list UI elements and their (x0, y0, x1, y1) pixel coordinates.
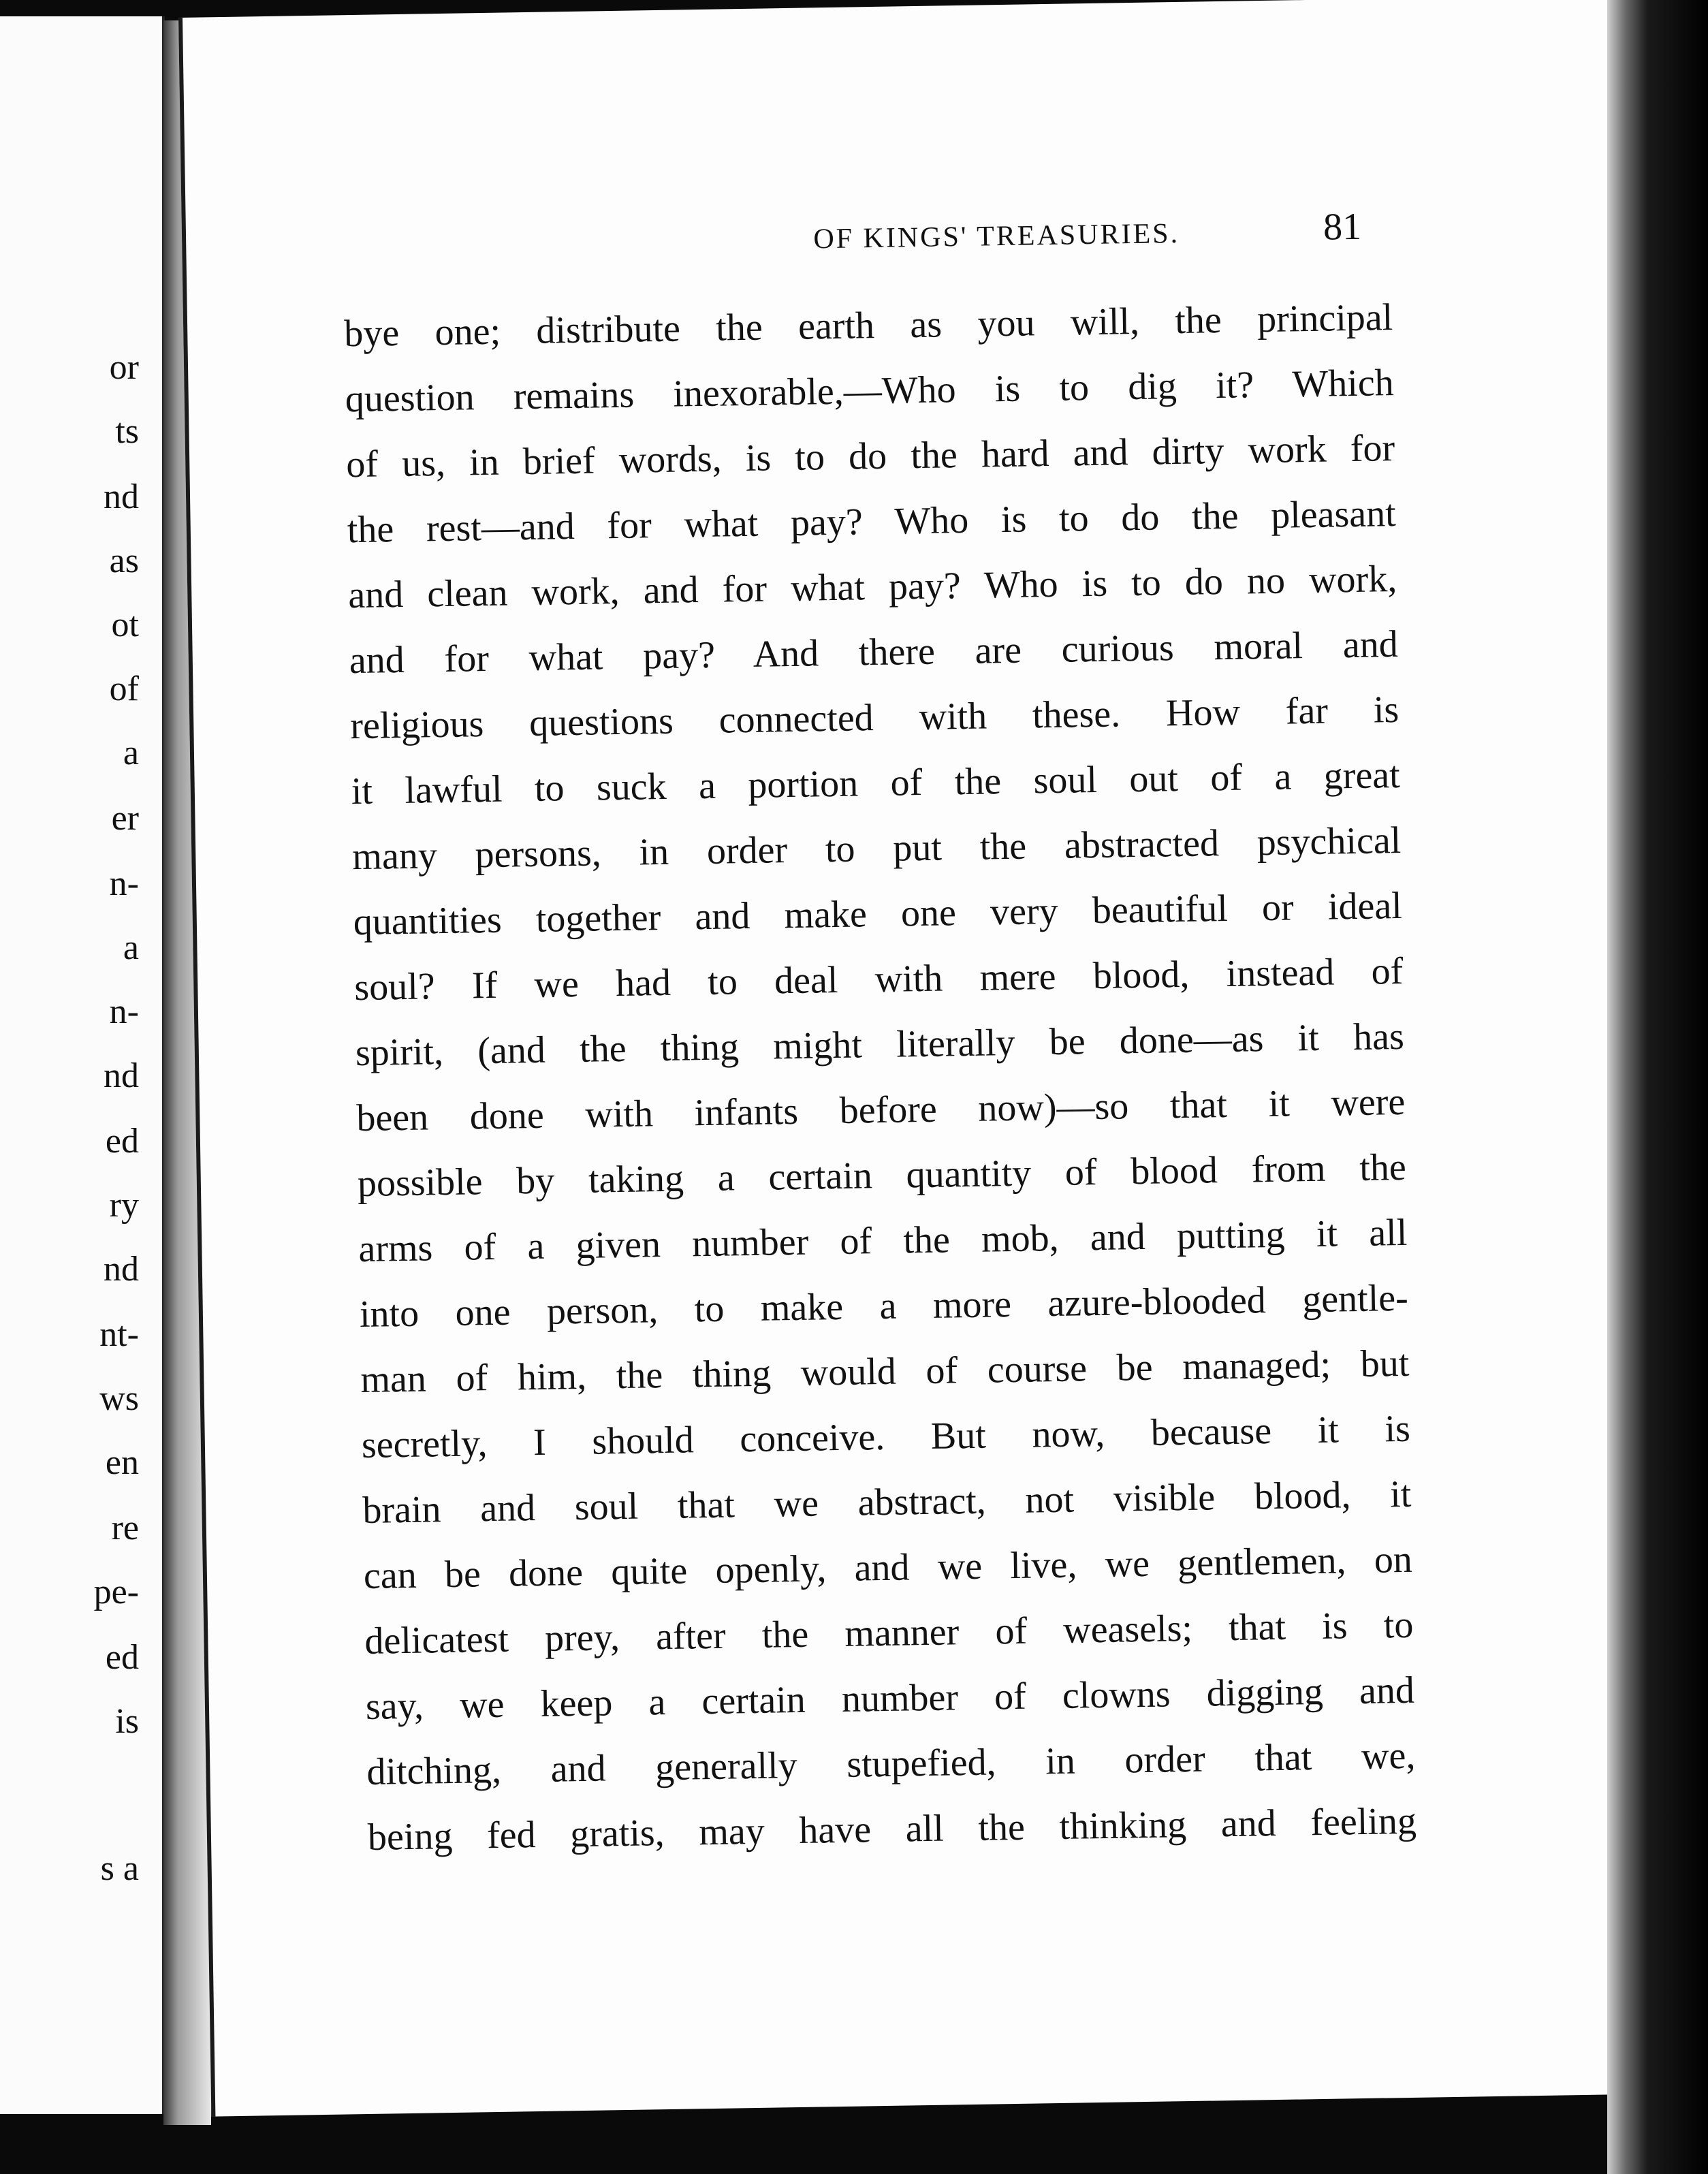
facing-page-fragment: nd (104, 1250, 139, 1289)
facing-page-fragment: as (109, 541, 139, 580)
text-line: quantities together and make one very beautiful or ideal (353, 884, 1403, 944)
text-line: it lawful to suck a portion of the soul out of a great (351, 753, 1401, 813)
facing-page-fragment: of (109, 669, 139, 708)
text-line: soul? If we had to deal with mere blood, instead of (353, 949, 1404, 1009)
facing-page-fragment: re (111, 1509, 139, 1547)
facing-page (0, 16, 165, 2114)
facing-page-fragment: en (105, 1443, 139, 1482)
facing-page-fragment: ry (109, 1186, 139, 1225)
facing-page-fragment: is (115, 1702, 139, 1741)
facing-page-fragment: ed (105, 1638, 139, 1677)
facing-page-fragment: n- (109, 992, 139, 1031)
text-line: brain and soul that we abstract, not visible blood, it (362, 1472, 1412, 1532)
text-line: can be done quite openly, and we live, we gentlemen, on (363, 1538, 1413, 1598)
text-line: delicatest prey, after the manner of weasels; that is to (364, 1603, 1414, 1663)
text-line: secretly, I should conceive. But now, because it is (361, 1407, 1411, 1467)
facing-page-fragment: a (123, 734, 139, 772)
facing-page-fragment: ed (105, 1122, 139, 1161)
facing-page-fragment: or (109, 348, 139, 387)
text-line: question remains inexorable,—Who is to dig it? Which (345, 362, 1395, 421)
text-line: bye one; distribute the earth as you will, the principal (343, 296, 1393, 356)
facing-page-fragment: n- (109, 864, 139, 903)
facing-page-fragment: nd (104, 1056, 139, 1095)
facing-page-fragment: s a (100, 1849, 139, 1888)
text-line: the rest—and for what pay? Who is to do the pleasant (347, 492, 1397, 552)
text-line: and for what pay? And there are curious moral and (349, 623, 1399, 682)
facing-page-fragment: pe- (93, 1573, 139, 1611)
facing-page-fragment: ts (115, 412, 139, 451)
facing-page-fragment: ot (111, 605, 139, 644)
text-line: say, we keep a certain number of clowns digging and (365, 1669, 1415, 1728)
facing-page-fragment: ws (99, 1379, 139, 1418)
facing-page-fragment: a (123, 928, 139, 967)
facing-page-fragment: er (111, 799, 139, 838)
book-page (178, 0, 1644, 2117)
text-line: been done with infants before now)—so that it were (355, 1080, 1406, 1140)
page-number: 81 (1323, 205, 1362, 249)
text-line: arms of a given number of the mob, and putting it all (358, 1211, 1408, 1271)
page-body-text (344, 285, 1417, 1870)
facing-page-fragment: nd (104, 477, 139, 516)
text-line: spirit, (and the thing might literally be done—as it has (355, 1015, 1405, 1075)
text-line: of us, in brief words, is to do the hard and dirty work for (345, 427, 1395, 486)
text-line: and clean work, and for what pay? Who is to do no work, (347, 558, 1397, 617)
text-line: into one person, to make a more azure-blooded gentle- (359, 1276, 1409, 1336)
running-head: OF KINGS' TREASURIES. (813, 217, 1180, 255)
text-line: ditching, and generally stupefied, in order that we, (366, 1734, 1416, 1793)
text-line: many persons, in order to put the abstracted psychical (351, 819, 1402, 879)
page-edge-shadow (1607, 0, 1708, 2174)
text-line: possible by taking a certain quantity of blood from the (357, 1146, 1407, 1206)
facing-page-fragment: nt- (99, 1315, 139, 1354)
text-line: religious questions connected with these. How far is (349, 688, 1399, 748)
text-line: being fed gratis, may have all the thinking and feeling (367, 1799, 1417, 1859)
text-line: man of him, the thing would of course be managed; but (360, 1342, 1410, 1402)
